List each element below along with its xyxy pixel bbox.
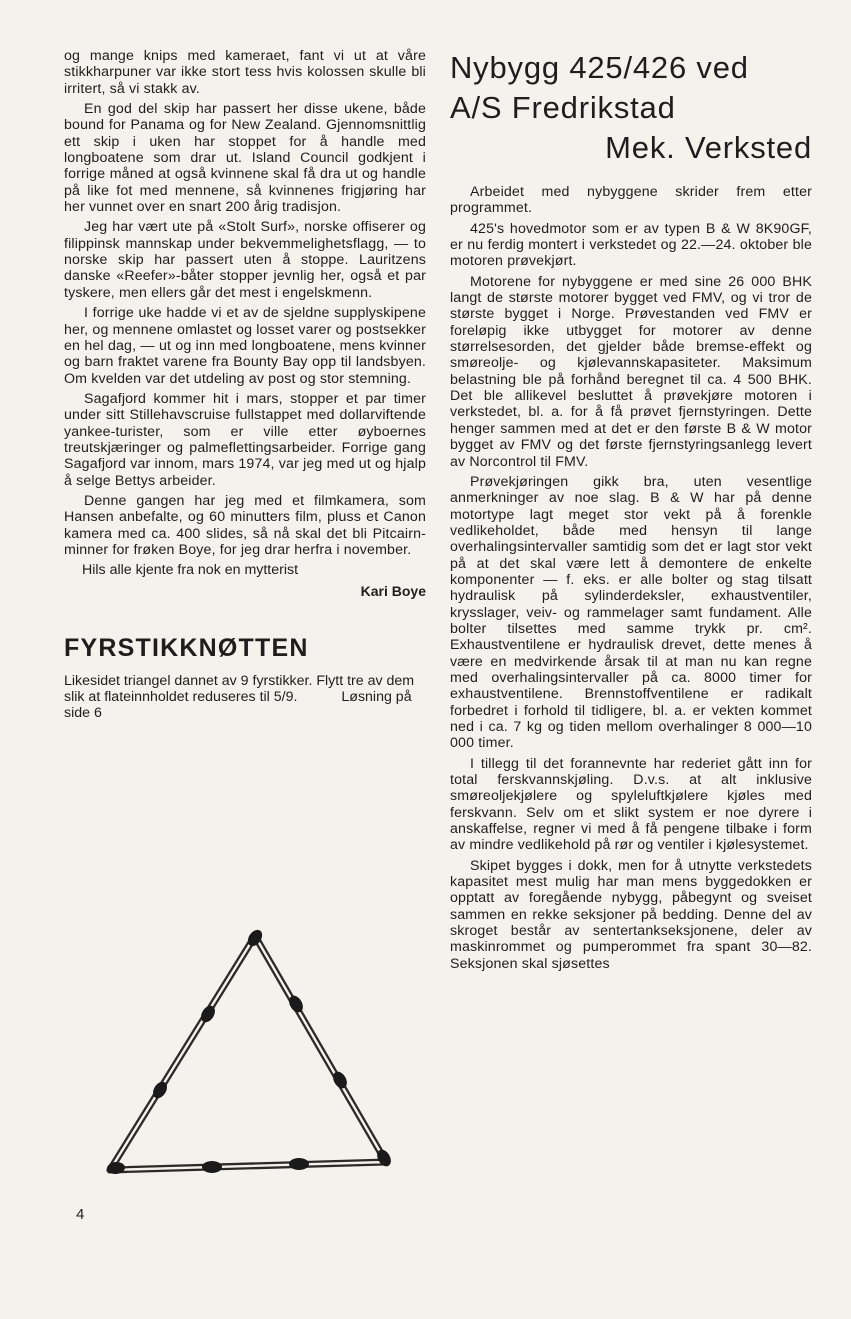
article-title: [450, 48, 812, 168]
puzzle-description: Likesidet triangel dannet av 9 fyrstikker. Flytt tre av dem slik at flateinnholdet reduseres til 5/9.: [64, 672, 415, 705]
puzzle-text: [64, 673, 426, 722]
match-head: [202, 1161, 222, 1173]
letter-greeting: Hils alle kjente fra nok en mytterist: [82, 562, 299, 579]
matchstick-heads: [107, 927, 394, 1175]
matchstick-triangle-illustration: [90, 918, 400, 1188]
article-title-line-1: Nybygg 425/426 ved: [450, 50, 749, 85]
article-title-line-3: Mek. Verksted: [605, 130, 812, 165]
page-number: 4: [76, 1206, 85, 1223]
left-column: [64, 48, 426, 722]
article-paragraph-2: 425's hovedmotor som er av typen B & W 8K90GF, er nu ferdig montert i verkstedet og 22.—24. oktober ble motoren prøvekjørt.: [450, 220, 812, 270]
article-paragraph-6: Skipet bygges i dokk, men for å utnytte verkstedets kapasitet mest mulig har man mens byggedokken er opptatt av foregående nybygg, påbegynt og sveiset sammen en rekke seksjoner på bedding. Denne del av skroget består av sentertankseksjonene, deler av maskinrommet og pumperommet fra spant 30—82. Seksjonen skal sjøsettes: [450, 857, 812, 972]
letter-paragraph-2: En god del skip har passert her disse ukene, både bound for Panama og for New Zealand. Gjennomsnittlig ett skip i uken har stoppet for å handle med longboatene som drar ut. Island Council godkjent i forrige måned at også kvinnene skal få dra ut og handle på like fot med mennene, så kvinnenes frigjøring har her vunnet over en snart 200 årig tradisjon.: [64, 101, 426, 216]
letter-paragraph-4: I forrige uke hadde vi et av de sjeldne supplyskipene her, og mennene omlastet og losset varer og postsekker en hel dag, — ut og inn med longboatene, mens kvinner og barn fraktet varene fra Bounty Bay opp til landsbyen. Om kvelden var det utdeling av post og stor stemning.: [64, 305, 426, 387]
article-title-line-2: A/S Fredrikstad: [450, 90, 676, 125]
article-paragraph-1: Arbeidet med nybyggene skrider frem etter programmet.: [450, 184, 812, 217]
article-paragraph-4: Prøvekjøringen gikk bra, uten vesentlige anmerkninger av noe slag. B & W har på denne motortype lagt meget stor vekt på å forenkle vedlikeholdet, både med hensyn til lange overhalingsintervaller samtidig som det er lagt stor vekt på at det skal være lett å demontere de enkelte komponenter — f. eks. er alle bolter og stag tilsatt hydraulisk på sylinderdeksler, exhaustventiler, krysslager, veiv- og rammelager samt fundament. Alle bolter tilsettes med samme trykk pr. cm². Exhaustventilene er hydraulisk drevet, dette menes å være en medvirkende årsak til at man nu kan regne med overhalingsintervaller på ca. 8000 timer for exhaustventilene. Brennstoffventilene er radikalt forbedret i forhold til tidligere, bl. a. er vekten kommet ned i ca. 7 kg og tiden mellom overhalinger 8 000—10 000 timer.: [450, 473, 812, 752]
letter-signature: Kari Boye: [360, 582, 426, 599]
letter-paragraph-6: Denne gangen har jeg med et filmkamera, som Hansen anbefalte, og 60 minutters film, pluss et Canon kamera med ca. 400 slides, så nå skal det bli Pitcairn-minner for frøken Boye, for jeg drar herfra i november.: [64, 492, 426, 558]
article-paragraph-5: I tillegg til det forannevnte har rederiet gått inn for total ferskvannskjøling. D.v.s. at alt inklusive smøreoljekjølere og spyleluftkjølere kjøles med ferskvann. Selv om et slikt system er noe dyrere i anskaffelse, regner vi med å få pengene tilbake i form av mindre vedlikehold på rør og ventiler i kjølesystemet.: [450, 755, 812, 854]
letter-paragraph-3: Jeg har vært ute på «Stolt Surf», norske offiserer og filippinsk mannskap under bekvemmelighetsflagg, — to norske skip har passert uten å stoppe. Lauritzens danske «Reefer»-båter stopper jevnlig her, også et par tyskere, men ellers går det mest i engelskmenn.: [64, 219, 426, 301]
matchstick-inner-lines: [110, 936, 386, 1170]
letter-paragraph-5: Sagafjord kommer hit i mars, stopper et par timer under sitt Stillehavscruise fullstappet med dollarviftende yankee-turister, som er ville etter øyboernes treutskjæringer og palmeflettingsarbeider. Forrige gang Sagafjord var innom, mars 1974, var jeg med ut og hjalp å selge Bettys arbeider.: [64, 390, 426, 489]
right-column: [450, 48, 812, 976]
puzzle-heading: FYRSTIKKNØTTEN: [64, 633, 309, 662]
letter-paragraph-1: og mange knips med kameraet, fant vi ut at våre stikkharpuner var ikke stort tess hvis kolossen skulle bli irritert, så vi stakk av.: [64, 48, 426, 97]
puzzle-solution-ref: Løsning på side 6: [64, 689, 412, 722]
match-head: [289, 1158, 309, 1170]
article-paragraph-3: Motorene for nybyggene er med sine 26 000 BHK langt de største motorer bygget ved FMV, og vi tror de største bygget i Norge. Prøvestanden ved FMV er foreløpig ikke utbygget for motorer av denne størrelsesorden, det gjelder både bremse-effekt og smøreolje- og kjølevannskapasiteter. Maksimum belastning ble på forhånd beregnet til ca. 4 500 BHK. Det ble allikevel besluttet å prøvekjøre motoren i verkstedet, bl. a. for å få prøvet fjernstyringen. Dette henger sammen med at det er den første B & W motor bygget av FMV og det første fjernstyringsanlegg levert av Norcontrol til FMV.: [450, 273, 812, 470]
